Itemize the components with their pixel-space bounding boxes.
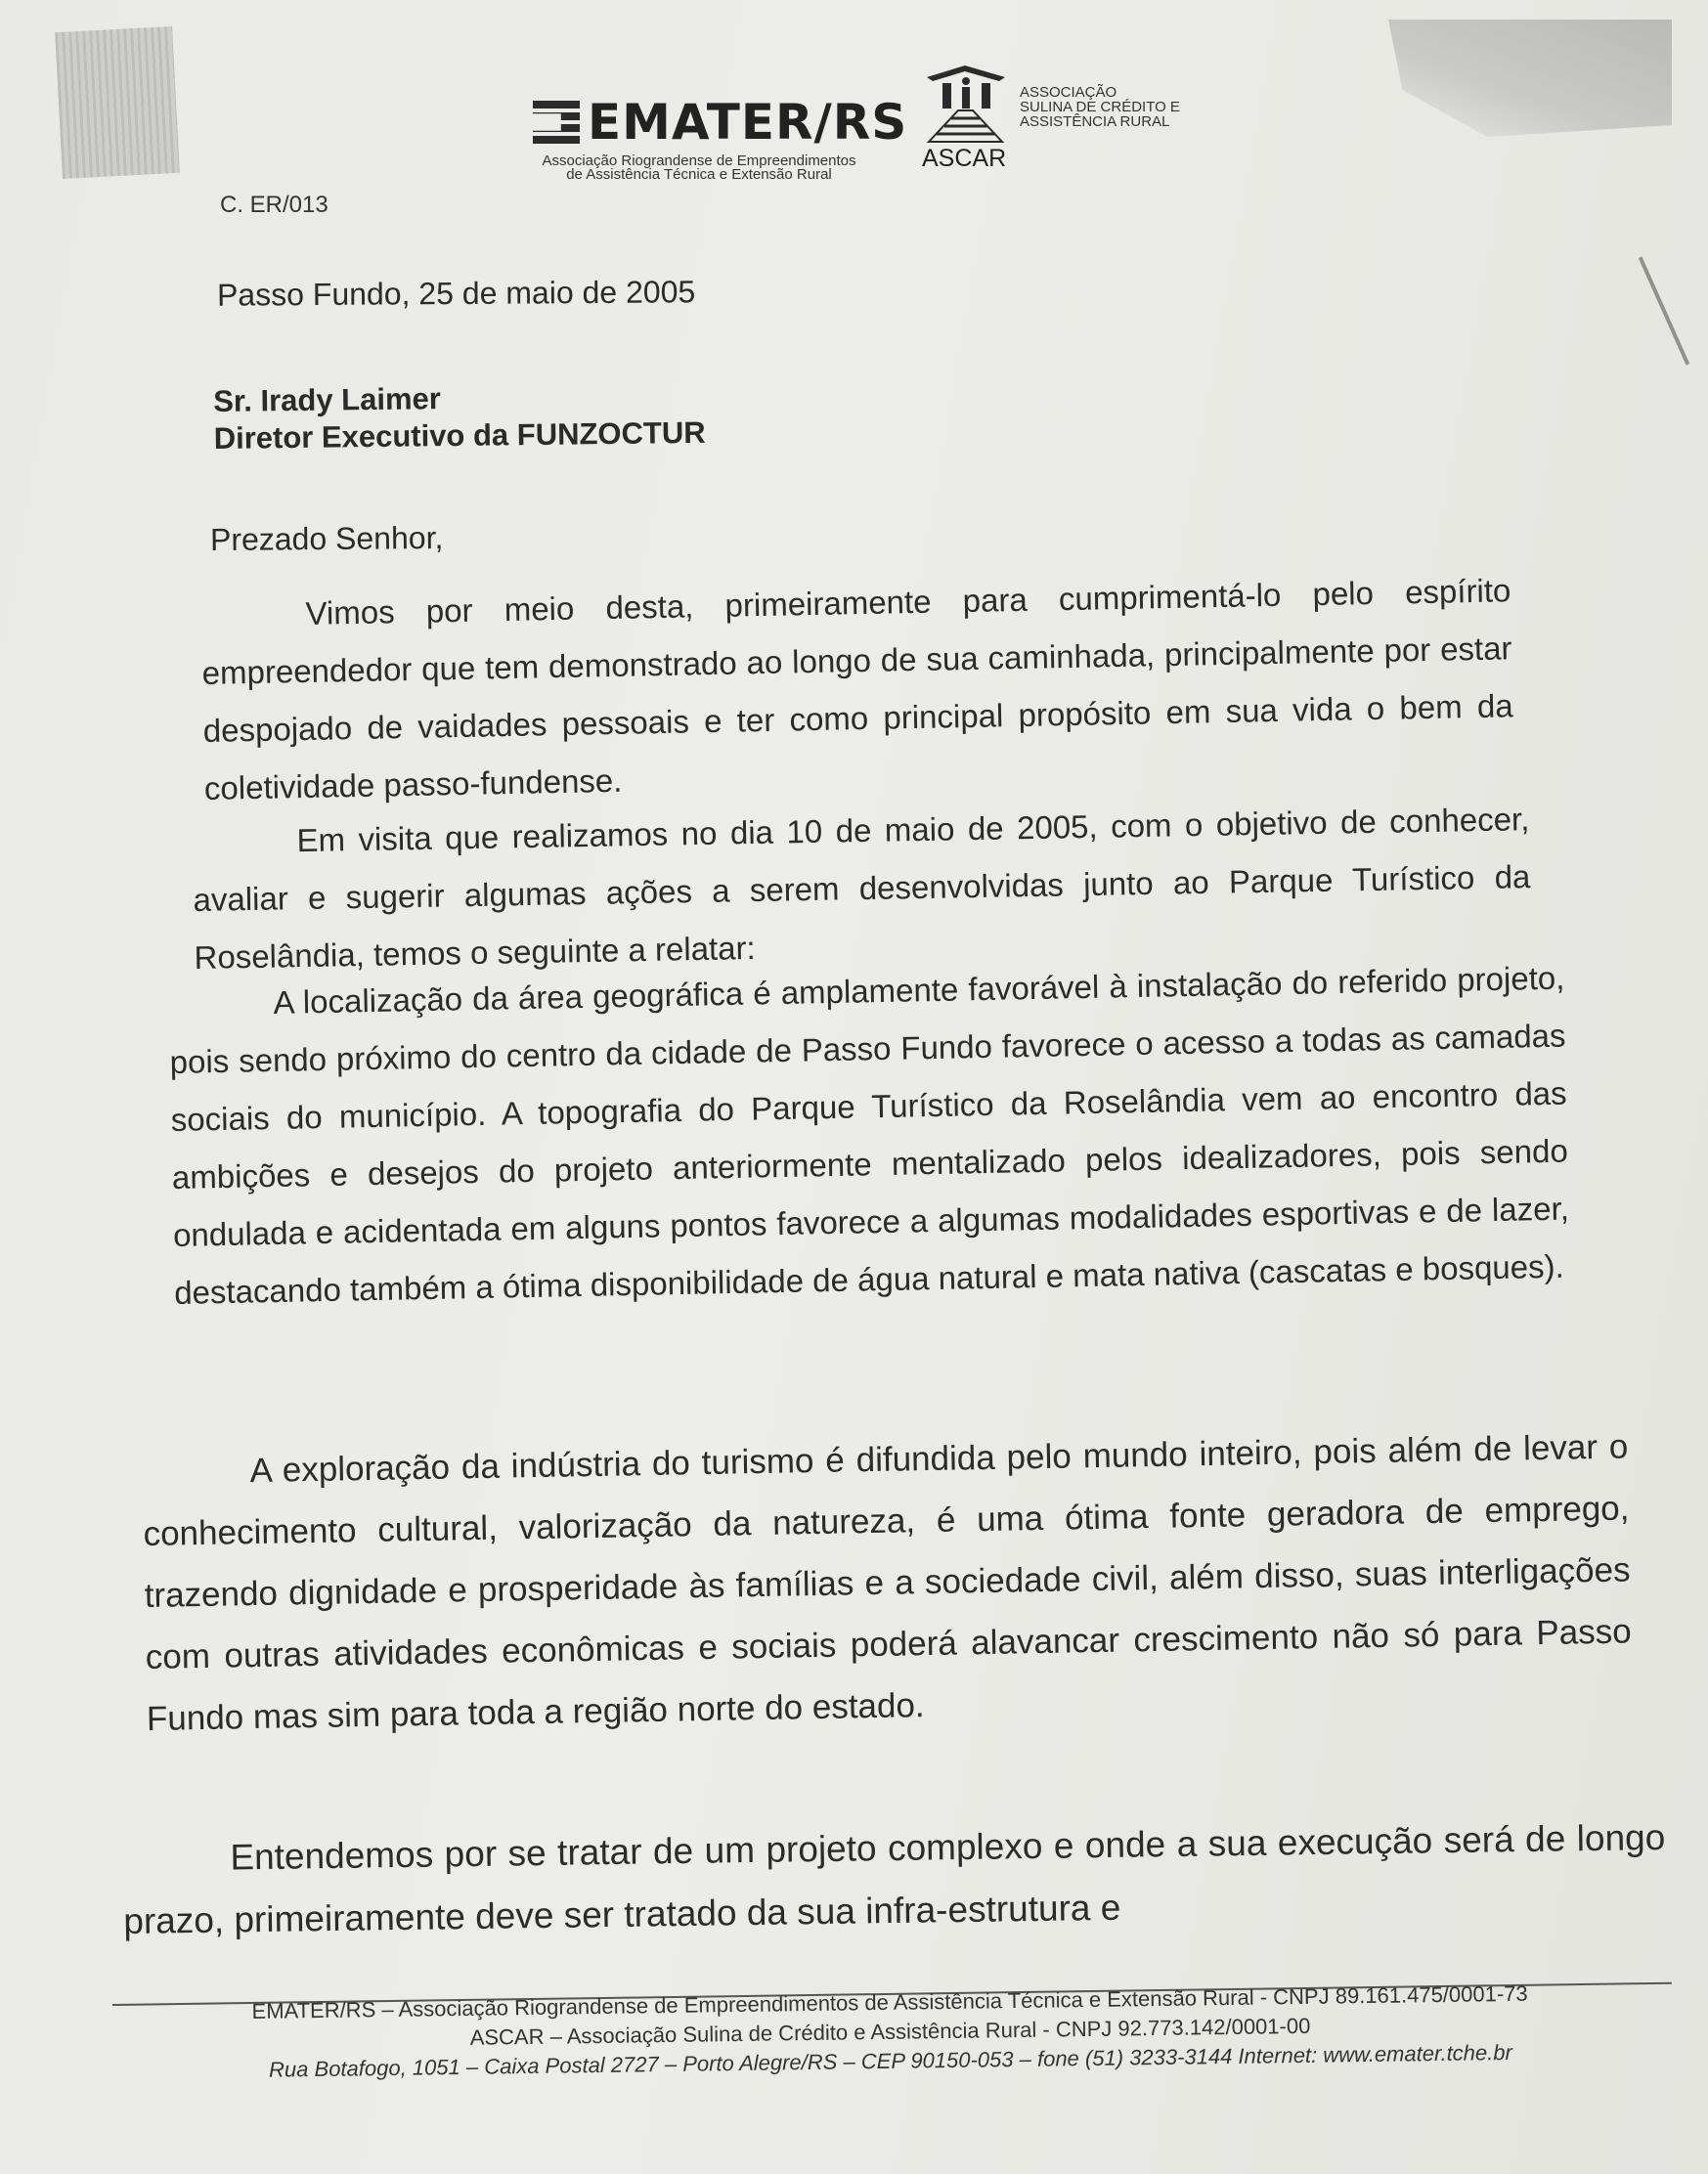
emater-subtitle (504, 154, 895, 182)
ascar-association-line: ASSOCIAÇÃO (1020, 84, 1117, 101)
date-line: Passo Fundo, 25 de maio de 2005 (216, 274, 696, 313)
ascar-house-icon (919, 64, 1012, 144)
footer (108, 1978, 1673, 2087)
reference-number: C. ER/013 (220, 192, 328, 218)
emater-subtitle-line: Associação Riograndense de Empreendimentos (542, 152, 856, 169)
footer-line-address: Rua Botafogo, 1051 – Caixa Postal 2727 – Porto Alegre/RS – CEP 90150-053 – fone (51) 3233-3144 Internet: www.emater.tche.br (268, 2039, 1513, 2082)
paragraph: A exploração da indústria do turismo é difundida pelo mundo inteiro, pois além de levar o conhecimento cultural, valorização da natureza, é uma ótima fonte geradora de emprego, trazendo dignidade e prosperidade às famílias e a sociedade civil, além disso, suas interligações com outras atividades econômicas e sociais poderá alavancar crescimento não só para Passo Fundo mas sim para toda a região norte do estado. (143, 1427, 1632, 1738)
pen-mark (1639, 256, 1689, 365)
recipient-title: Diretor Executivo da FUNZOCTUR (213, 414, 706, 456)
ascar-association (1020, 85, 1215, 129)
scan-shadow-right (1388, 20, 1672, 137)
ascar-logo-text: ASCAR (922, 145, 1007, 172)
scan-shadow-left (55, 26, 180, 179)
emater-logo (533, 94, 908, 151)
paragraph: Em visita que realizamos no dia 10 de maio de 2005, com o objetivo de conhecer, avaliar e sugerir algumas ações a serem desenvolvidas junto ao Parque Turístico da Roselândia, temos o seguinte a relatar: (193, 801, 1531, 976)
ascar-association-line: ASSISTÊNCIA RURAL (1020, 113, 1170, 130)
paragraph: Vimos por meio desta, primeiramente para cumprimentá-lo pelo espírito empreendedor que tem demonstrado ao longo de sua caminhada, principalmente por estar despojado de vaidades pessoais e ter como principal propósito em sua vida o bem da coletividade passo-fundense. (201, 572, 1513, 806)
footer-line-emater: EMATER/RS – Associação Riograndense de Empreendimentos de Assistência Técnica e Extensão Rural - CNPJ 89.161.475/0001-73 (251, 1980, 1528, 2023)
emater-subtitle-line: de Assistência Técnica e Extensão Rural (566, 166, 832, 183)
emater-logo-icon (533, 101, 580, 144)
recipient-block (213, 377, 706, 457)
ascar-association-line: SULINA DE CRÉDITO E (1020, 99, 1180, 115)
paragraph: Entendemos por se tratar de um projeto complexo e onde a sua execução será de longo prazo, primeiramente deve ser tratado da sua infra-estrutura e (123, 1816, 1666, 1941)
emater-logo-text: EMATER/RS (588, 94, 908, 151)
paragraph: A localização da área geográfica é amplamente favorável à instalação do referido projeto, pois sendo próximo do centro da cidade de Passo Fundo favorece o acesso a todas as camadas sociais do município. A topografia do Parque Turístico da Roselândia vem ao encontro das ambições e desejos do projeto anteriormente mentalizado pelos idealizadores, pois sendo ondulada e acidentada em alguns pontos favorece a algumas modalidades esportivas e de lazer, destacando também a ótima disponibilidade de água natural e mata nativa (cascatas e bosques). (169, 959, 1570, 1311)
recipient-name: Sr. Irady Laimer (213, 381, 442, 418)
footer-line-ascar: ASCAR – Associação Sulina de Crédito e Assistência Rural - CNPJ 92.773.142/0001-00 (469, 2013, 1311, 2050)
salutation: Prezado Senhor, (209, 519, 444, 558)
letterhead (504, 64, 1286, 183)
